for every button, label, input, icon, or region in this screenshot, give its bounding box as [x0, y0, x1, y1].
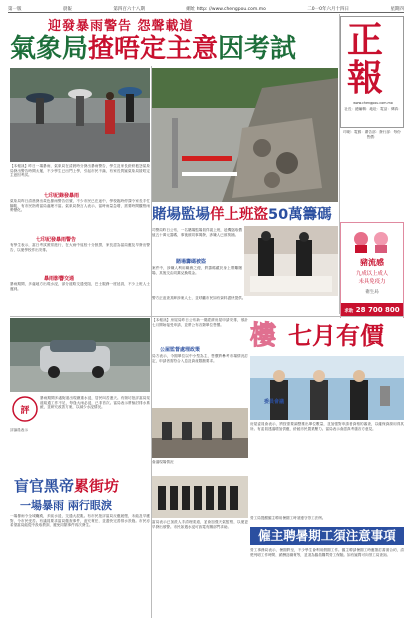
housing-subhead-2: 委員會議 — [264, 399, 285, 405]
lead-body-2: 氣象局昨日清晨發出黃色暴雨警告信號，不少市民已在途中，學校臨時停課令家長手忙腳亂，有市民指責當局處理不當。氣象局發言人表示，當時雨量急增，需要時間觀察雨勢變化。 — [10, 199, 150, 213]
bottom-body-2: 勞工事務局表示，暑期將至，不少學生會利用假期工作。僱主聘請暑期工時應簽訂書面合約，清楚列明工作時間、薪酬及職責等，並須為僱員購買勞工保險。如有疑問可向勞工局查詢。 — [250, 548, 404, 557]
housing-body-1: 局方表示，今期單位以中小型為主，售價將參考市場情況訂定，申請者需符合入息及資產限額要求。 — [152, 354, 248, 363]
casino-headline — [152, 205, 332, 225]
casino-photo — [244, 226, 338, 296]
logo-char-1: 正 — [347, 19, 384, 61]
masthead-info: 社長：總編輯：地址：電話：傳真： — [344, 107, 402, 111]
flood-photo-car — [10, 318, 150, 392]
lead-headline — [10, 34, 296, 64]
flood-body-3: 一場暴雨令全城癱瘓，多區水浸，交通大混亂。有市民批評當局反應緩慢，未能及早應對，令市民受苦。有議員要求當局徹查事件，追究責任，並盡快完善排水設施。市民亦希望當局能從中汲取教訓，避免同類事件再次發生。 — [10, 514, 150, 528]
page-header — [8, 5, 404, 13]
lead-body-1: 【本報訊】昨日一場暴雨，氣象局在清晨時分發出暴雨警告，學生及家長紛紛抱怨氣象局發出警告時間太遲，不少學生已出門上學，引起市民不滿，有家長質疑氣象局揸唔定主意因考試。 — [10, 164, 150, 178]
casino-headline-a: 賭場監場 — [152, 207, 210, 223]
ad-title: 豬流感 — [360, 258, 384, 267]
housing-headline-box — [250, 318, 404, 354]
divider — [10, 316, 404, 317]
flood-headline — [14, 476, 119, 496]
casino-body-1: 司警局昨日公布，一名賭場監場員佯裝上班，趁機盜取價值五十萬元籌碼，事後被同事揭發，涉嫌人已被拘捕。 — [152, 228, 242, 237]
lead-subhead-4: 暴雨影響交通 — [44, 276, 75, 282]
paper-name: 晨報 — [62, 6, 72, 12]
lead-subhead-3: 七印記發暴雨警告 — [36, 237, 77, 243]
weekday: 星期四 — [390, 6, 404, 12]
ad-line-4: 衛生局 — [365, 290, 379, 295]
flood-body-1: 暴雨期間多處街道出現嚴重水浸，居民叫苦連天。有街坊批評當局渠道疏通工作不足，每逢大雨必浸，已非首次。當局表示將檢討排水系統，並研究改善方案，以減少水浸情況。 — [40, 396, 150, 410]
flood-subhead: 一場暴雨 兩行眼淚 — [20, 499, 112, 512]
masthead-url: www.chengpou.com.mo — [353, 101, 393, 105]
meeting-photo-2 — [152, 476, 248, 518]
lead-photo-landslide — [152, 68, 338, 202]
housing-photo-meeting — [250, 356, 404, 420]
casino-headline-c: 50萬籌碼 — [268, 207, 332, 223]
ad-phone-label: 求助 — [344, 309, 354, 314]
housing-headline-b: 七月有價 — [288, 322, 384, 350]
bottom-headline: 僱主聘暑期工須注意事項 — [250, 527, 404, 545]
flood-logo-icon — [12, 396, 38, 424]
svg-text:評: 評 — [20, 406, 30, 416]
lead-headline-b: 揸唔定主意 — [88, 34, 219, 64]
casino-headline-b: 佯上班盜 — [210, 207, 268, 223]
housing-subhead-1: 公屋監督處理政策 — [160, 347, 201, 353]
lead-subhead-2: 七印記錄發暴雨 — [44, 193, 80, 199]
right-column-info: 印刷：電郵：廣告部：發行部：每份售價： — [343, 130, 401, 139]
issue-date: 二0一0年六月十四日 — [307, 6, 350, 12]
divider — [339, 14, 340, 314]
housing-headline-a: 樓 — [250, 321, 277, 351]
lead-photo-rain-street — [10, 68, 150, 162]
logo-char-2: 報 — [347, 57, 384, 99]
swine-flu-ad — [340, 222, 404, 320]
ad-line-2: 九成以上成人 — [355, 271, 389, 277]
meeting-caption: 會議現場情況 — [152, 460, 174, 464]
ad-line-3: 未具免疫力 — [358, 279, 386, 285]
lead-subhead: 迎發暴雨警告 怨聲載道 — [48, 19, 194, 34]
page-number: 第一版 — [8, 6, 22, 12]
flood-body-2: 評論員表示 — [10, 428, 28, 432]
ad-phone-row — [341, 303, 403, 317]
bottom-body-1: 勞工局提醒僱主聘用暑期工時須遵守勞工法例。 — [250, 516, 326, 520]
meeting-photo-1 — [152, 408, 248, 458]
issue-number: 第四百六十八期 — [113, 6, 145, 12]
flood-headline-b: 累街坊 — [74, 477, 120, 495]
housing-body-intro: 【本報訊】房屋局昨日公布新一期經濟房屋申請安排，預計七月開始接受申請，並將公布各類單位售價。 — [152, 318, 248, 327]
divider — [151, 66, 152, 618]
center-body-1: 當局表示已加派人手清理渠道，並會加強天氣監察，以便更早發出預警。市民如遇水浸可致電有關部門求助。 — [152, 520, 248, 529]
casino-body-2: 案件中，涉嫌人利用職務之便，將籌碼藏於身上帶離賭場，其後交由同黨兌換現金。 — [152, 266, 242, 275]
flood-headline-a: 盲官黑帝 — [14, 477, 75, 495]
lead-headline-c: 因考試 — [218, 34, 297, 64]
housing-body-2: 房屋委員會表示，將按需要調整推出單位數量，並加強對申請者資格的審查，以確保資源用得其所。有委員建議增加供應，紓緩市民置業壓力。當局表示會認真考慮各方意見。 — [250, 422, 404, 431]
casino-body-3: 警方正追查其餘涉案人士，並呼籲市民如有資料盡快提供。 — [152, 296, 246, 300]
site-url: 網址 http: //www.chengpou.com.mo — [186, 6, 266, 12]
lead-body-4: 暴雨期間，多處地方出現水浸，部分道路交通受阻，巴士服務一度延誤，不少上班人士遲到。 — [10, 282, 150, 291]
lead-headline-a: 氣象局 — [10, 34, 89, 64]
lead-body-3: 有學生表示，當日考試照常進行，在大雨中返校十分狼狽，家長認為當局應及早發出警告，以便學校作出安排。 — [10, 243, 150, 252]
masthead — [340, 16, 404, 128]
ad-phone: 28 700 800 — [355, 306, 400, 314]
casino-subhead: 賭場籌碼被盜 — [176, 259, 207, 265]
